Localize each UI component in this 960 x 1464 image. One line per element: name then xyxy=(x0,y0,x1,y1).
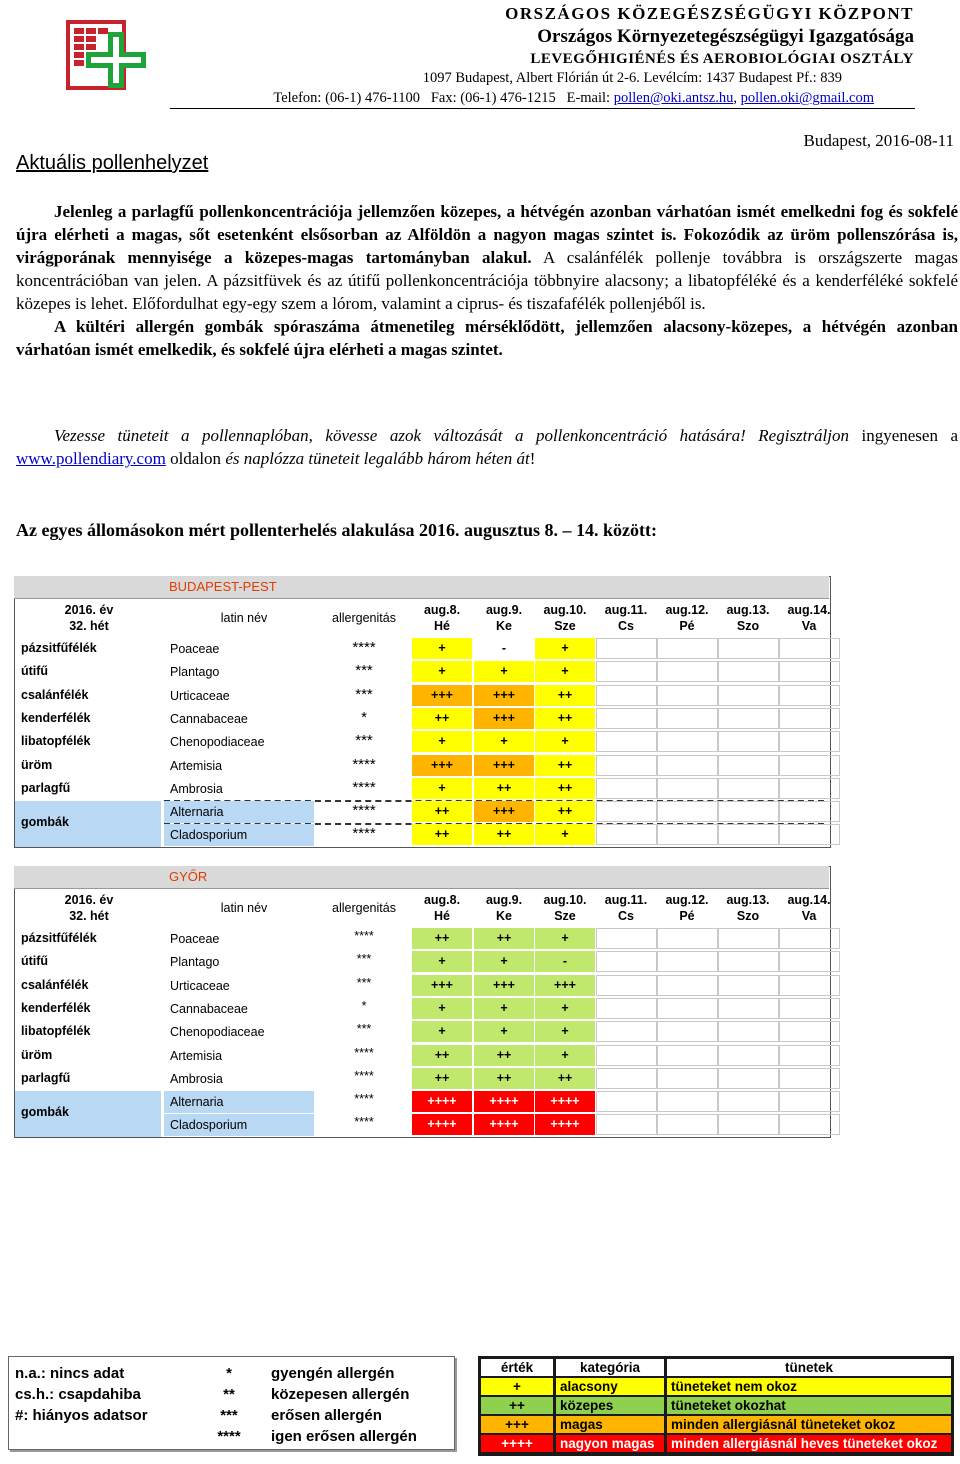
row-empty-cell xyxy=(779,778,840,799)
paragraph-2-bold: A kültéri allergén gombák spóraszáma átmenetileg mérséklődött, jellemzően alacsony-közepes, a hétvégén azonban várhatóan ismét emelkedik, és sokfelé újra elérheti a magas szintet. xyxy=(16,317,958,359)
header-day-name: Cs xyxy=(618,909,634,923)
row-value: ++ xyxy=(474,778,534,799)
row-allergenicity: **** xyxy=(352,778,376,796)
paragraph-1-bold: Jelenleg a parlagfű pollenkoncentrációja jellemzően közepes, a hétvégén azonban várhatóan ismét emelkedni fog és sokfelé újra elérheti a magas, sőt esetenként elsősorban az Alföldön a nagyon magas szintet is. Fokozódik az üröm pollenszórása is, virágporának mennyisége a közepes-magas tartományban alakul. xyxy=(16,202,958,267)
pollendiary-link[interactable]: www.pollendiary.com xyxy=(16,449,166,468)
row-name: libatopfélék xyxy=(21,1024,91,1039)
row-value: ++ xyxy=(412,1068,472,1089)
row-latin: Cannabaceae xyxy=(170,711,248,726)
row-empty-cell xyxy=(718,731,779,752)
row-allergenicity: *** xyxy=(355,662,373,680)
report-date: Budapest, 2016-08-11 xyxy=(803,131,954,150)
header-week: 32. hét xyxy=(69,619,109,633)
row-empty-cell xyxy=(779,638,840,659)
row-value: + xyxy=(535,1045,595,1066)
email-link-1[interactable]: pollen@oki.antsz.hu xyxy=(613,90,734,106)
row-latin: Urticaceae xyxy=(170,978,230,993)
row-allergenicity: *** xyxy=(356,952,372,967)
row-empty-cell xyxy=(596,731,657,752)
row-empty-cell xyxy=(596,1021,657,1042)
row-allergenicity: * xyxy=(361,998,367,1013)
row-value: + xyxy=(535,998,595,1019)
row-value: ++++ xyxy=(412,1091,472,1112)
row-name: kenderfélék xyxy=(21,710,91,725)
row-value: ++ xyxy=(535,778,595,799)
row-empty-cell xyxy=(596,638,657,659)
header-day-date: aug.14. xyxy=(787,603,831,617)
legend-level-cell: magas xyxy=(556,1416,664,1433)
header-year: 2016. év xyxy=(64,893,114,907)
header-day-date: aug.8. xyxy=(423,893,461,907)
header-day-date: aug.10. xyxy=(543,893,587,907)
row-value: +++ xyxy=(474,685,534,706)
row-value: ++ xyxy=(474,1068,534,1089)
header-day-name: Cs xyxy=(618,619,634,633)
row-empty-cell xyxy=(718,998,779,1019)
diary-note xyxy=(16,424,958,470)
row-value: ++ xyxy=(535,801,595,822)
legend-level-cell: + xyxy=(481,1378,553,1395)
station-title-bar xyxy=(14,576,829,599)
org-address: 1097 Budapest, Albert Flórián út 2-6. Levélcím: 1437 Budapest Pf.: 839 xyxy=(422,70,842,86)
org-department: LEVEGŐHIGIÉNÉS ÉS AEROBIOLÓGIAI OSZTÁLY xyxy=(530,51,914,67)
header-day-name: Va xyxy=(801,619,817,633)
row-empty-cell xyxy=(779,928,840,949)
row-value: ++ xyxy=(474,1045,534,1066)
row-empty-cell xyxy=(596,975,657,996)
header-day-name: Szo xyxy=(736,909,760,923)
row-empty-cell xyxy=(596,1091,657,1112)
header-day-name: Va xyxy=(801,909,817,923)
row-value: ++ xyxy=(535,1068,595,1089)
row-value: ++ xyxy=(412,801,472,822)
legend-level-header: kategória xyxy=(556,1359,664,1376)
row-allergenicity: *** xyxy=(356,1022,372,1037)
legend-level-cell: +++ xyxy=(481,1416,553,1433)
row-latin: Chenopodiaceae xyxy=(170,735,265,750)
row-empty-cell xyxy=(596,708,657,729)
row-name: kenderfélék xyxy=(21,1000,91,1015)
row-empty-cell xyxy=(596,801,657,822)
header-day-name: Szo xyxy=(736,619,760,633)
row-value: + xyxy=(535,731,595,752)
org-contact xyxy=(114,90,874,107)
row-allergenicity: *** xyxy=(355,732,373,750)
row-value: + xyxy=(535,928,595,949)
legend-level-cell: minden allergiásnál tüneteket okoz xyxy=(667,1416,951,1433)
header-day-name: Hé xyxy=(434,619,450,633)
row-allergenicity: *** xyxy=(355,685,373,703)
header-day-name: Sze xyxy=(554,909,576,923)
row-value: + xyxy=(535,638,595,659)
header-year: 2016. év xyxy=(64,603,114,617)
row-empty-cell xyxy=(779,1021,840,1042)
row-value: - xyxy=(501,641,507,655)
row-value: + xyxy=(412,661,472,682)
row-empty-cell xyxy=(596,951,657,972)
row-empty-cell xyxy=(596,824,657,845)
diary-text-2: oldalon xyxy=(165,449,226,468)
row-allergenicity: **** xyxy=(352,802,376,820)
row-empty-cell xyxy=(718,1021,779,1042)
header-allergen: allergenitás xyxy=(332,611,396,625)
header-day-name: Sze xyxy=(554,619,576,633)
header-day-date: aug.11. xyxy=(604,603,648,617)
diary-italic-2: és naplózza tüneteit legalább három héten át xyxy=(225,449,530,468)
row-allergenicity: **** xyxy=(354,1045,374,1060)
row-empty-cell xyxy=(779,1068,840,1089)
row-empty-cell xyxy=(779,1091,840,1112)
row-value: + xyxy=(535,661,595,682)
row-value: ++ xyxy=(412,824,472,845)
row-value: + xyxy=(474,661,534,682)
row-empty-cell xyxy=(779,685,840,706)
row-empty-cell xyxy=(657,951,718,972)
legend-level-cell: minden allergiásnál heves tüneteket okoz xyxy=(667,1435,951,1452)
header-day-date: aug.9. xyxy=(485,893,523,907)
header-day-date: aug.13. xyxy=(726,893,770,907)
row-value: + xyxy=(535,1021,595,1042)
row-empty-cell xyxy=(596,998,657,1019)
row-empty-cell xyxy=(657,824,718,845)
row-empty-cell xyxy=(657,1114,718,1135)
row-name: parlagfű xyxy=(21,780,71,795)
row-empty-cell xyxy=(718,1068,779,1089)
row-empty-cell xyxy=(657,998,718,1019)
station-title-bar xyxy=(14,866,829,889)
header-day-date: aug.11. xyxy=(604,893,648,907)
legend-abbr: cs.h.: csapdahiba xyxy=(15,1386,141,1403)
row-latin: Cladosporium xyxy=(170,828,248,843)
row-name: csalánfélék xyxy=(21,977,89,992)
row-empty-cell xyxy=(779,975,840,996)
row-value: ++ xyxy=(535,685,595,706)
row-value: + xyxy=(474,1021,534,1042)
station-table xyxy=(14,576,829,848)
row-name: csalánfélék xyxy=(21,687,89,702)
row-name: üröm xyxy=(21,757,53,772)
legend-level-cell: ++++ xyxy=(481,1435,553,1452)
contact-text: Telefon: (06-1) 476-1100 Fax: (06-1) 476-1215 E-mail: xyxy=(273,90,614,106)
row-empty-cell xyxy=(718,975,779,996)
header-day-date: aug.9. xyxy=(485,603,523,617)
legend-level-header: tünetek xyxy=(667,1359,951,1376)
header-day-date: aug.12. xyxy=(665,893,709,907)
row-value: - xyxy=(535,951,595,972)
row-empty-cell xyxy=(657,731,718,752)
row-empty-cell xyxy=(596,1068,657,1089)
email-link-2[interactable]: pollen.oki@gmail.com xyxy=(740,90,874,106)
row-value: + xyxy=(412,951,472,972)
legend-level-cell: közepes xyxy=(556,1397,664,1414)
row-latin: Cladosporium xyxy=(170,1118,248,1133)
row-empty-cell xyxy=(657,975,718,996)
row-value: ++++ xyxy=(535,1114,595,1135)
row-latin: Ambrosia xyxy=(170,781,223,796)
row-value: ++++ xyxy=(412,1114,472,1135)
row-name: parlagfű xyxy=(21,1070,71,1085)
row-latin: Artemisia xyxy=(170,758,223,773)
org-directorate: Országos Környezetegészségügyi Igazgatósága xyxy=(537,26,914,47)
row-empty-cell xyxy=(657,1045,718,1066)
row-empty-cell xyxy=(596,661,657,682)
row-empty-cell xyxy=(779,661,840,682)
row-allergenicity: **** xyxy=(352,639,376,656)
row-value: +++ xyxy=(474,975,534,996)
legend-stars: * xyxy=(226,1365,232,1382)
legend-level-cell: tüneteket okozhat xyxy=(667,1397,951,1414)
header-rule xyxy=(170,108,915,109)
row-value: +++ xyxy=(474,708,534,729)
legend-abbr: #: hiányos adatsor xyxy=(15,1407,148,1424)
legend-stars: *** xyxy=(220,1407,238,1424)
header-latin: latin név xyxy=(220,901,268,915)
row-empty-cell xyxy=(596,778,657,799)
header-day-date: aug.13. xyxy=(726,603,770,617)
row-empty-cell xyxy=(718,638,779,659)
row-value: ++ xyxy=(535,708,595,729)
row-empty-cell xyxy=(779,998,840,1019)
row-empty-cell xyxy=(718,661,779,682)
header-latin: latin név xyxy=(220,611,268,625)
row-name: útifű xyxy=(21,954,49,969)
row-name: útifű xyxy=(21,664,49,679)
diary-text-1: ingyenesen a xyxy=(848,426,958,445)
row-latin: Cannabaceae xyxy=(170,1001,248,1016)
row-empty-cell xyxy=(779,824,840,845)
row-latin: Plantago xyxy=(170,665,220,680)
row-latin: Poaceae xyxy=(170,642,220,656)
row-empty-cell xyxy=(718,1091,779,1112)
legend-level-header: érték xyxy=(481,1359,553,1376)
row-latin: Alternaria xyxy=(170,805,224,820)
row-allergenicity: *** xyxy=(356,975,372,990)
legend-level-cell: alacsony xyxy=(556,1378,664,1395)
row-name: gombák xyxy=(21,815,69,830)
row-value: + xyxy=(412,998,472,1019)
row-value: + xyxy=(412,778,472,799)
row-empty-cell xyxy=(596,1114,657,1135)
row-value: + xyxy=(474,951,534,972)
header-day-name: Hé xyxy=(434,909,450,923)
row-value: ++ xyxy=(474,824,534,845)
row-value: +++ xyxy=(474,801,534,822)
diary-end: ! xyxy=(529,449,536,468)
row-empty-cell xyxy=(779,1114,840,1135)
row-latin: Alternaria xyxy=(170,1095,224,1110)
row-value: ++ xyxy=(412,708,472,729)
report-body xyxy=(16,200,958,361)
paragraph-1-text: A csalánfélék pollenje továbbra is országszerte magas koncentrációban van jelen. A pázsitfüvek és az útifű pollenkoncentrációja többnyire alacsony; a libatopféléké és a kenderféléké sokfelé közepes is lehet. Előfordulhat egy-egy szem a lórom, valamint a ciprus- és tiszafafélék pollenjéből is. xyxy=(16,248,958,313)
row-allergenicity: **** xyxy=(354,1092,374,1107)
row-value: ++ xyxy=(412,1045,472,1066)
row-name: libatopfélék xyxy=(21,734,91,749)
row-empty-cell xyxy=(779,1045,840,1066)
legend-abbr: n.a.: nincs adat xyxy=(15,1365,125,1382)
row-value: ++++ xyxy=(474,1091,534,1112)
row-empty-cell xyxy=(718,951,779,972)
row-allergenicity: **** xyxy=(352,825,376,843)
row-name: üröm xyxy=(21,1047,53,1062)
station-name: BUDAPEST-PEST xyxy=(169,579,277,594)
row-empty-cell xyxy=(718,1114,779,1135)
legend-levels xyxy=(478,1356,954,1456)
org-name: ORSZÁGOS KÖZEGÉSZSÉGÜGYI KÖZPONT xyxy=(505,4,914,23)
row-value: +++ xyxy=(412,755,472,776)
row-value: +++ xyxy=(412,685,472,706)
row-value: ++ xyxy=(412,928,472,949)
row-empty-cell xyxy=(657,685,718,706)
legend-stars: **** xyxy=(217,1428,241,1445)
row-latin: Artemisia xyxy=(170,1048,223,1063)
row-empty-cell xyxy=(718,824,779,845)
row-empty-cell xyxy=(657,778,718,799)
legend-level-cell: nagyon magas xyxy=(556,1435,664,1452)
row-value: ++++ xyxy=(474,1114,534,1135)
header-day-name: Pé xyxy=(679,909,695,923)
row-name: pázsitfűfélék xyxy=(21,931,97,945)
row-allergenicity: * xyxy=(361,708,367,726)
row-latin: Urticaceae xyxy=(170,688,230,703)
legend-level-cell: ++ xyxy=(481,1397,553,1414)
row-latin: Chenopodiaceae xyxy=(170,1025,265,1040)
row-latin: Ambrosia xyxy=(170,1071,223,1086)
row-value: ++++ xyxy=(535,1091,595,1112)
row-allergenicity: **** xyxy=(352,755,376,773)
row-name: pázsitfűfélék xyxy=(21,641,97,655)
row-empty-cell xyxy=(657,755,718,776)
row-empty-cell xyxy=(718,1045,779,1066)
row-empty-cell xyxy=(657,1068,718,1089)
legend-desc: igen erősen allergén xyxy=(271,1428,417,1445)
row-empty-cell xyxy=(718,755,779,776)
row-empty-cell xyxy=(718,928,779,949)
row-value: ++ xyxy=(535,755,595,776)
diary-italic-1: Vezesse tüneteit a pollennaplóban, kövesse azok változását a pollenkoncentráció hatására! Regisztráljon xyxy=(54,426,849,445)
header-day-date: aug.10. xyxy=(543,603,587,617)
email-separator: , xyxy=(733,90,741,106)
legend-desc: erősen allergén xyxy=(271,1407,382,1424)
header-day-name: Pé xyxy=(679,619,695,633)
header-day-name: Ke xyxy=(496,909,512,923)
row-name: gombák xyxy=(21,1105,69,1120)
header-week: 32. hét xyxy=(69,909,109,923)
row-empty-cell xyxy=(657,708,718,729)
row-empty-cell xyxy=(779,951,840,972)
row-value: +++ xyxy=(535,975,595,996)
row-value: + xyxy=(474,731,534,752)
row-empty-cell xyxy=(596,1045,657,1066)
row-empty-cell xyxy=(779,731,840,752)
row-empty-cell xyxy=(596,685,657,706)
row-value: + xyxy=(412,731,472,752)
row-allergenicity: **** xyxy=(354,1068,374,1083)
station-name: GYŐR xyxy=(169,869,208,884)
header-day-name: Ke xyxy=(496,619,512,633)
legend-stars: ** xyxy=(223,1386,235,1403)
row-empty-cell xyxy=(657,661,718,682)
row-empty-cell xyxy=(596,928,657,949)
legend-desc: gyengén allergén xyxy=(271,1365,395,1382)
header-allergen: allergenitás xyxy=(332,901,396,915)
row-empty-cell xyxy=(779,755,840,776)
header-day-date: aug.14. xyxy=(787,893,831,907)
row-value: + xyxy=(412,1021,472,1042)
row-empty-cell xyxy=(718,801,779,822)
row-empty-cell xyxy=(657,1091,718,1112)
row-empty-cell xyxy=(779,708,840,729)
row-allergenicity: **** xyxy=(354,929,374,943)
row-value: + xyxy=(474,998,534,1019)
page-title: Aktuális pollenhelyzet xyxy=(16,152,209,174)
row-latin: Poaceae xyxy=(170,932,220,946)
row-empty-cell xyxy=(657,801,718,822)
week-heading: Az egyes állomásokon mért pollenterhelés alakulása 2016. augusztus 8. – 14. között: xyxy=(16,520,657,540)
row-latin: Plantago xyxy=(170,955,220,970)
row-empty-cell xyxy=(718,708,779,729)
row-allergenicity: **** xyxy=(354,1115,374,1130)
row-value: +++ xyxy=(474,755,534,776)
legend-abbreviations xyxy=(8,1356,455,1450)
row-value: +++ xyxy=(412,975,472,996)
legend-desc: közepesen allergén xyxy=(271,1386,410,1403)
row-empty-cell xyxy=(657,1021,718,1042)
station-table xyxy=(14,866,829,1138)
header-day-date: aug.8. xyxy=(423,603,461,617)
row-empty-cell xyxy=(718,685,779,706)
row-empty-cell xyxy=(718,778,779,799)
legend-level-cell: tüneteket nem okoz xyxy=(667,1378,951,1395)
row-value: ++ xyxy=(474,928,534,949)
row-empty-cell xyxy=(657,928,718,949)
row-empty-cell xyxy=(779,801,840,822)
row-value: + xyxy=(412,638,472,659)
header-day-date: aug.12. xyxy=(665,603,709,617)
row-empty-cell xyxy=(657,638,718,659)
row-value: + xyxy=(535,824,595,845)
row-empty-cell xyxy=(596,755,657,776)
